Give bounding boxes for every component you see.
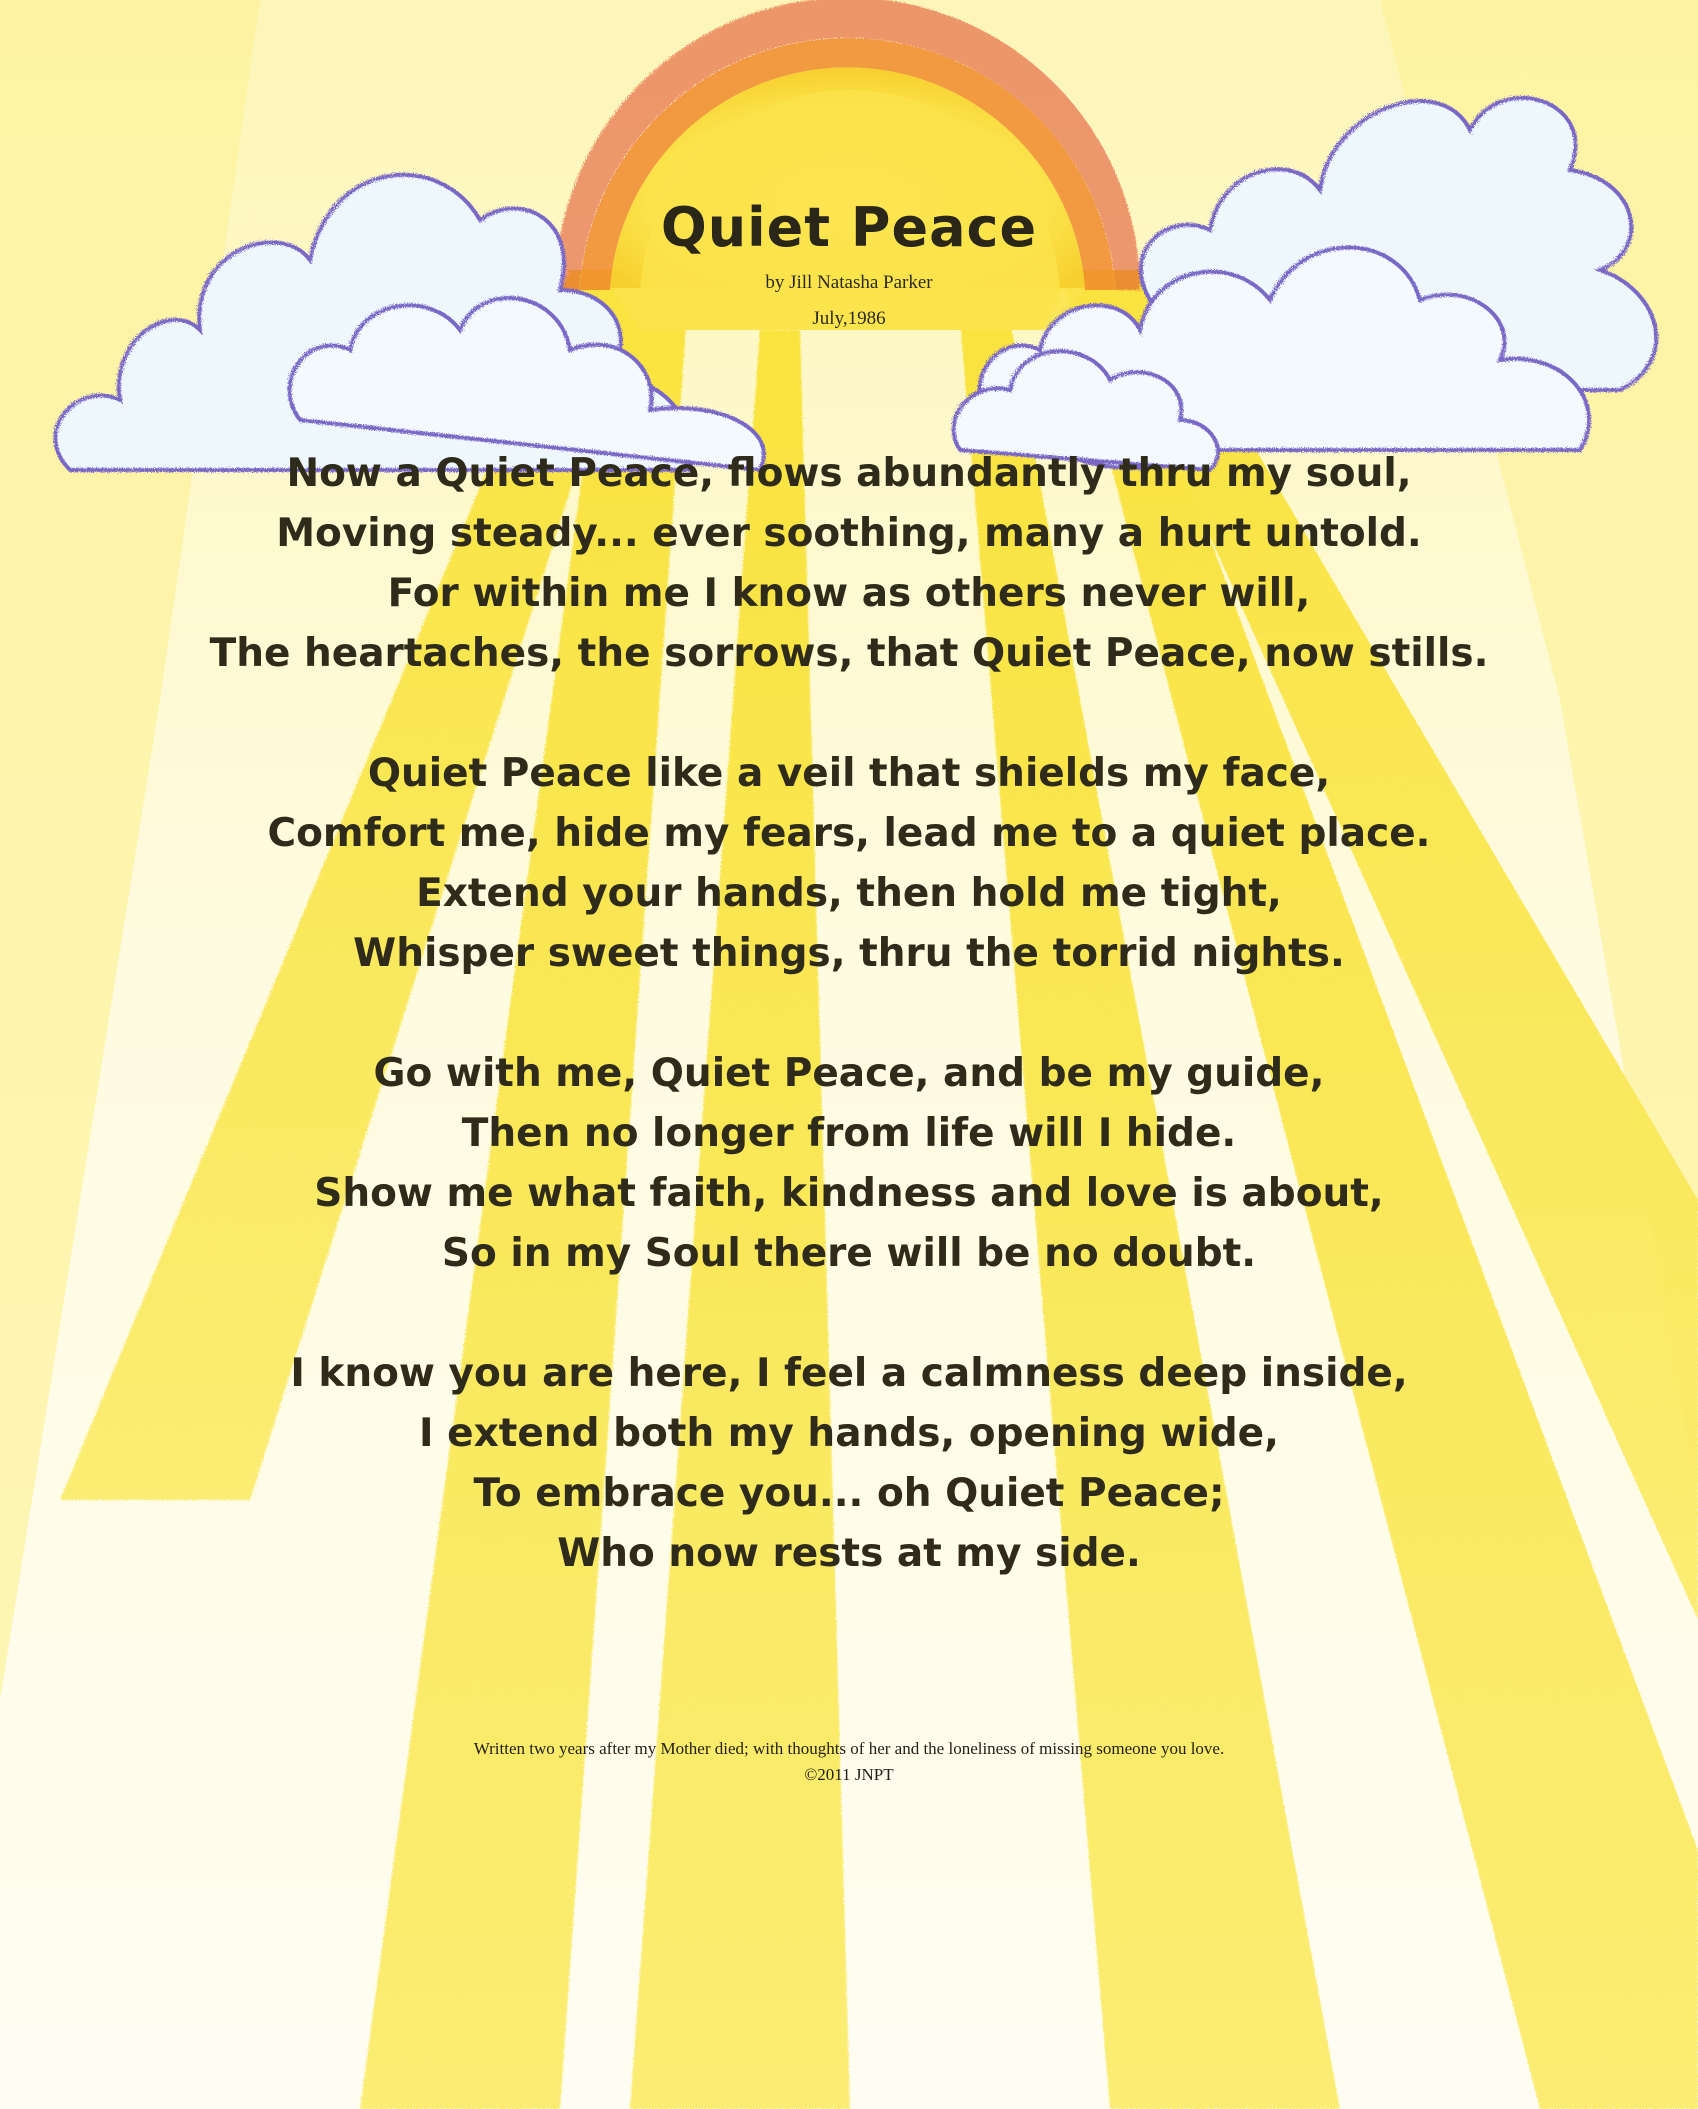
stanza-2 <box>0 744 1698 984</box>
poem-line: Moving steady... ever soothing, many a hurt untold. <box>276 511 1422 556</box>
poem-line: Go with me, Quiet Peace, and be my guide, <box>373 1051 1325 1096</box>
stanza-3 <box>0 1044 1698 1284</box>
poem-line: Show me what faith, kindness and love is about, <box>314 1171 1384 1216</box>
copyright-notice: ©2011 JNPT <box>804 1765 894 1784</box>
poem-line: Comfort me, hide my fears, lead me to a quiet place. <box>267 811 1431 856</box>
poem-line: Now a Quiet Peace, flows abundantly thru my soul, <box>286 451 1412 496</box>
poem-line: I know you are here, I feel a calmness deep inside, <box>290 1351 1408 1396</box>
poem-line: Quiet Peace like a veil that shields my face, <box>367 751 1331 796</box>
author-byline: by Jill Natasha Parker <box>765 272 933 293</box>
stanza-1 <box>0 444 1698 684</box>
poem-line: The heartaches, the sorrows, that Quiet Peace, now stills. <box>209 631 1489 676</box>
poem-date: July,1986 <box>812 308 886 329</box>
poem-line: For within me I know as others never will, <box>387 571 1311 616</box>
poem-body <box>0 444 1698 1644</box>
poem-line: Whisper sweet things, thru the torrid nights. <box>353 931 1345 976</box>
poem-line: Then no longer from life will I hide. <box>461 1111 1237 1156</box>
poem-line: To embrace you... oh Quiet Peace; <box>473 1471 1225 1516</box>
poem-line: Who now rests at my side. <box>557 1531 1141 1576</box>
poem-line: Extend your hands, then hold me tight, <box>416 871 1282 916</box>
poem-title: Quiet Peace <box>660 196 1038 259</box>
poem-line: So in my Soul there will be no doubt. <box>441 1231 1257 1276</box>
poem-footnote: Written two years after my Mother died; with thoughts of her and the loneliness of missing someone you love. <box>473 1739 1225 1758</box>
stanza-4 <box>0 1344 1698 1584</box>
poem-line: I extend both my hands, opening wide, <box>419 1411 1279 1456</box>
